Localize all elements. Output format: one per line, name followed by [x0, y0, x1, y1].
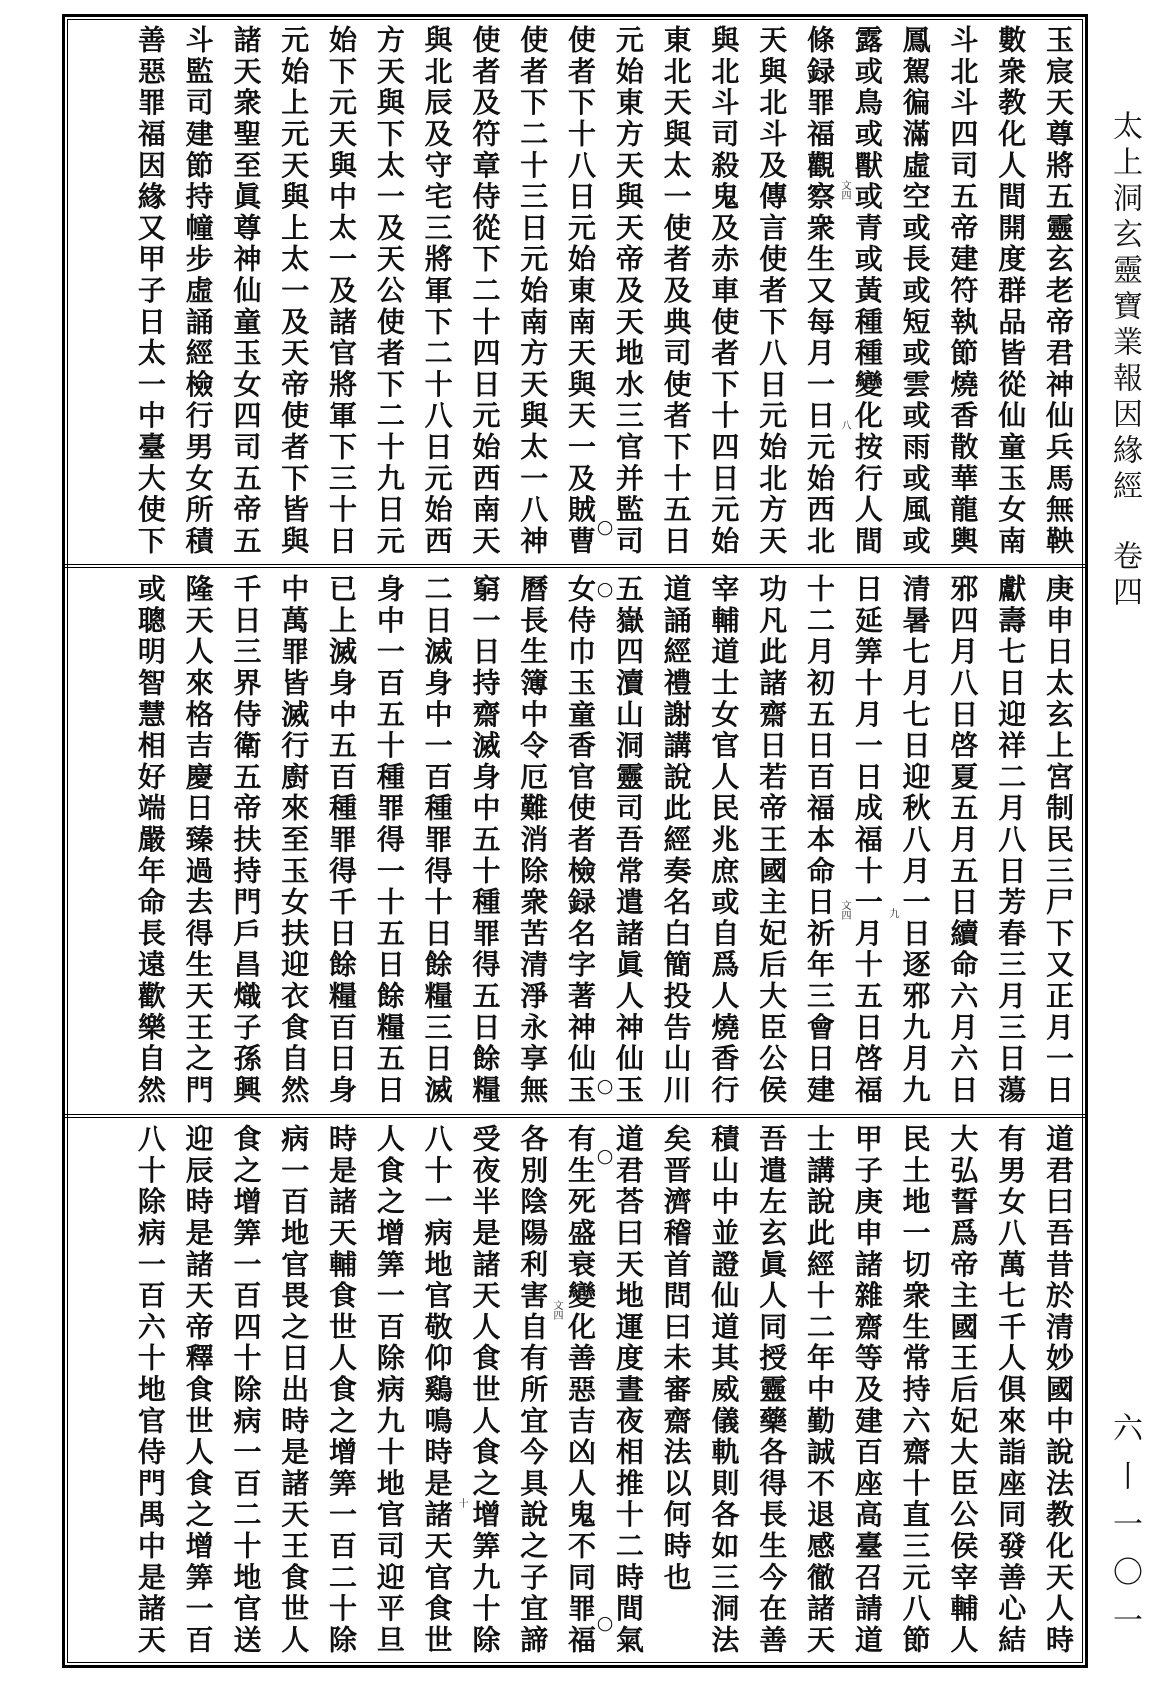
text-column: 吾遣左玄眞人同授靈藥各得長生今在善 [755, 1124, 789, 1657]
text-column: 與北辰及守宅三將軍下二十八日元始西 [420, 25, 454, 558]
text-column: 始下元天與中太一及諸官將軍下三十日 [325, 25, 359, 558]
text-column: 身中一百五十種罪得一十五日餘糧五日 [372, 574, 406, 1107]
text-column: 天與北斗及傳言使者下八日元始北方天 [755, 25, 789, 558]
text-column: 窮一日持齋滅身中五十種罪得五日餘糧 [468, 574, 502, 1107]
margin-book-title: 太上洞玄靈寶業報因緣經 [1107, 110, 1142, 506]
block-annotation: 文四 [551, 1300, 562, 1320]
text-column: 道君荅曰天地運度晝夜相推十二時間氣 [611, 1124, 645, 1657]
register-1-columns [65, 17, 1085, 566]
text-column: 中萬罪皆滅行廚來至玉女扶迎衣食自然 [277, 574, 311, 1107]
register-3-columns [65, 1116, 1085, 1665]
margin-volume-label: 卷四 [1107, 540, 1142, 612]
text-column: 斗北斗四司五帝建符執節燒香散華龍輿 [946, 25, 980, 558]
text-column: 受夜半是諸天人食世人食之增筭九十除 [468, 1124, 502, 1657]
text-column: 數衆教化人間開度群品皆從仙童玉女南 [994, 25, 1028, 558]
text-column: 甲子庚申諸雜齋等及建百座高臺召請道 [850, 1124, 884, 1657]
section-circle-mark: ○ [596, 1075, 614, 1097]
text-column: 士講說此經十二年中勤誠不退感徹諸天 [803, 1124, 837, 1657]
text-column: 或聰明智慧相好端嚴年命長遠歡樂自然 [133, 574, 167, 1107]
leaf-number-annotation: 十 [456, 1498, 467, 1508]
text-column: 方天與下太一及天公使者下二十九日元 [372, 25, 406, 558]
text-column: 食之增筭一百四十除病一百二十地官送 [229, 1124, 263, 1657]
text-column: 鳳駕徧滿虛空或長或短或雲或雨或風或 [898, 25, 932, 558]
page-frame [62, 14, 1088, 1668]
text-column: 邪四月八日啓夏五月五日續命六月六日 [946, 574, 980, 1107]
text-column: 已上滅身中五百種罪得千日餘糧百日身 [325, 574, 359, 1107]
text-column: 時是諸天輔食世人食之增筭一百二十除 [325, 1124, 359, 1657]
text-column: 功凡此諸齋日若帝王國主妃后大臣公侯 [755, 574, 789, 1107]
text-column: 各別陰陽利害自有所宜今具說之子宜諦 [516, 1124, 550, 1657]
text-column: 玉宸天尊將五靈玄老帝君神仙兵馬無鞅 [1042, 25, 1075, 558]
text-column: 庚申日太玄上宮制民三尸下又正月一日 [1042, 574, 1075, 1107]
text-column: 斗監司建節持幢步虛誦經檢行男女所積 [181, 25, 215, 558]
text-column: 有生死盛衰變化善惡吉凶人鬼不同罪福 [564, 1124, 598, 1657]
leaf-number-annotation: 八 [839, 420, 850, 430]
text-column: 使者下二十三日元始南方天與太一八神 [516, 25, 550, 558]
register-1 [65, 17, 1085, 566]
text-column: 積山中並證仙道其威儀軌則各如三洞法 [707, 1124, 741, 1657]
register-2 [65, 566, 1085, 1115]
text-column: 隆天人來格吉慶日臻過去得生天王之門 [181, 574, 215, 1107]
text-column: 元始東方天與天帝及天地水三官并監司 [611, 25, 645, 558]
text-column: 二日滅身中一百種罪得十日餘糧三日滅 [420, 574, 454, 1107]
text-column: 五嶽四瀆山洞靈司吾常遣諸眞人神仙玉 [611, 574, 645, 1107]
section-circle-mark: ○ [596, 1612, 614, 1634]
text-column: 有男女八萬七千人俱來詣座同發善心結 [994, 1124, 1028, 1657]
section-circle-mark: ○ [596, 578, 614, 600]
text-column: 使者下十八日元始東南天與天一及賊曹 [564, 25, 598, 558]
text-column: 大弘誓爲帝主國王后妃大臣公侯宰輔人 [946, 1124, 980, 1657]
text-column: 十二月初五日百福本命日祈年三會日建 [803, 574, 837, 1107]
text-column: 八十除病一百六十地官侍門禺中是諸天 [133, 1124, 167, 1657]
text-column: 曆長生簿中令厄難消除衆苦清淨永享無 [516, 574, 550, 1107]
text-column: 人食之增筭一百除病九十地官司迎平旦 [372, 1124, 406, 1657]
text-column: 獻壽七日迎祥二月八日芳春三月三日蕩 [994, 574, 1028, 1107]
text-column: 道誦經禮謝講說此經奏名白簡投告山川 [659, 574, 693, 1107]
text-column: 元始上元天與上太一及天帝使者下皆與 [277, 25, 311, 558]
text-column: 八十一病地官敬仰鷄鳴時是諸天官食世 [420, 1124, 454, 1657]
block-annotation: 文四 [839, 180, 850, 200]
text-column: 矣晋濟稽首問曰未審齋法以何時也 [659, 1124, 693, 1594]
register-3 [65, 1116, 1085, 1665]
text-column: 迎辰時是諸天帝釋食世人食之增筭一百 [181, 1124, 215, 1657]
register-2-columns [65, 566, 1085, 1115]
text-column: 東北天與太一使者及典司使者下十五日 [659, 25, 693, 558]
section-circle-mark: ○ [596, 516, 614, 538]
text-column: 道君曰吾昔於清妙國中說法教化天人時 [1042, 1124, 1075, 1657]
text-column: 民土地一切衆生常持六齋十直三元八節 [898, 1124, 932, 1657]
text-column: 諸天衆聖至眞尊神仙童玉女四司五帝五 [229, 25, 263, 558]
text-column: 條録罪福觀察衆生又每月一日元始西北 [803, 25, 837, 558]
text-column: 千日三界侍衛五帝扶持門戶昌熾子孫興 [229, 574, 263, 1107]
text-column: 善惡罪福因緣又甲子日太一中臺大使下 [133, 25, 167, 558]
text-column: 露或鳥或獸或青或黃種種變化按行人間 [850, 25, 884, 558]
margin-page-number: 六丨一〇一 [1107, 1412, 1142, 1652]
text-column: 病一百地官畏之日出時是諸天王食世人 [277, 1124, 311, 1657]
text-column: 使者及符章侍從下二十四日元始西南天 [468, 25, 502, 558]
section-circle-mark: ○ [596, 1145, 614, 1167]
text-column: 與北斗司殺鬼及赤車使者下十四日元始 [707, 25, 741, 558]
leaf-number-annotation: 九 [887, 908, 898, 918]
text-column: 女侍巾玉童香官使者檢録名字著神仙玉 [564, 574, 598, 1107]
block-annotation: 文四 [839, 900, 850, 920]
text-column: 日延筭十月一日成福十一月十五日啓福 [850, 574, 884, 1107]
text-column: 宰輔道士女官人民兆庶或自爲人燒香行 [707, 574, 741, 1107]
text-column: 清暑七月七日迎秋八月一日逐邪九月九 [898, 574, 932, 1107]
